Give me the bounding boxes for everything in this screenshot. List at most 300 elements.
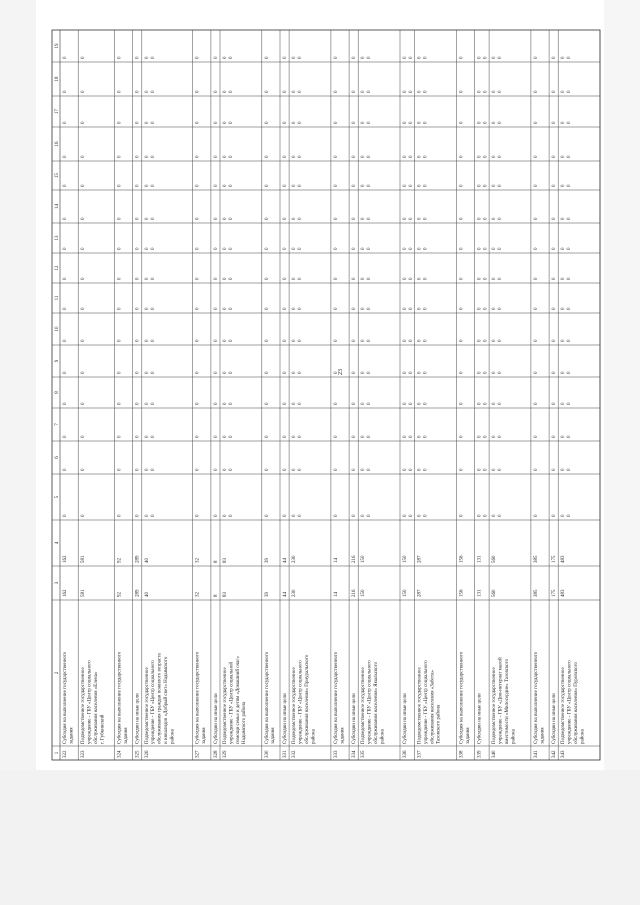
cell-zero: 0 bbox=[213, 217, 219, 220]
cell-zero: 0 bbox=[459, 121, 465, 124]
cell-col4: 560 bbox=[492, 555, 498, 563]
cell-zero: 0 bbox=[150, 402, 156, 405]
cell-col3: 44 bbox=[283, 592, 288, 597]
cell-zero: 0 bbox=[81, 90, 87, 93]
cell-zero: 0 bbox=[552, 155, 558, 158]
cell-col4: 39 bbox=[264, 558, 270, 563]
cell-zero: 0 bbox=[150, 155, 156, 158]
cell-zero: 0 bbox=[498, 435, 504, 438]
cell-zero: 0 bbox=[81, 468, 87, 471]
cell-zero: 0 bbox=[552, 121, 558, 124]
row-number: 337 bbox=[417, 750, 423, 758]
row-name-line: задания bbox=[340, 727, 346, 744]
row-name-line: Субсидия на выполнение государственного bbox=[459, 651, 465, 744]
cell-zero: 0 bbox=[423, 514, 429, 517]
cell-zero: 0 bbox=[483, 155, 489, 158]
cell-zero: 0 bbox=[292, 121, 298, 124]
column-number: 19 bbox=[55, 43, 60, 49]
cell-zero: 0 bbox=[292, 307, 298, 310]
cell-zero: 0 bbox=[117, 217, 123, 220]
cell-zero: 0 bbox=[423, 56, 429, 59]
cell-zero: 0 bbox=[213, 371, 219, 374]
cell-zero: 0 bbox=[195, 90, 201, 93]
cell-zero: 0 bbox=[533, 217, 539, 220]
cell-zero: 0 bbox=[144, 435, 150, 438]
cell-zero: 0 bbox=[229, 121, 234, 124]
cell-col4: 83 bbox=[223, 558, 228, 563]
cell-zero: 0 bbox=[213, 90, 219, 93]
cell-col3: 289 bbox=[135, 589, 141, 597]
cell-zero: 0 bbox=[333, 307, 339, 310]
row-number: 340 bbox=[492, 750, 498, 758]
cell-zero: 0 bbox=[352, 56, 358, 59]
cell-zero: 0 bbox=[477, 247, 483, 250]
cell-zero: 0 bbox=[498, 468, 504, 471]
cell-zero: 0 bbox=[135, 247, 141, 250]
cell-col4: 92 bbox=[117, 558, 123, 563]
cell-zero: 0 bbox=[409, 217, 414, 220]
row-name-line: учреждение - ГБУ «Центр социальной bbox=[229, 661, 235, 744]
cell-zero: 0 bbox=[552, 247, 558, 250]
column-number: 6 bbox=[55, 456, 60, 459]
cell-zero: 0 bbox=[367, 155, 373, 158]
cell-zero: 0 bbox=[492, 121, 498, 124]
cell-zero: 0 bbox=[229, 435, 234, 438]
column-number: 1 bbox=[55, 751, 60, 755]
cell-zero: 0 bbox=[333, 402, 339, 405]
cell-zero: 0 bbox=[561, 371, 567, 374]
cell-col3: 560 bbox=[492, 589, 498, 597]
cell-zero: 0 bbox=[195, 155, 201, 158]
cell-zero: 0 bbox=[333, 90, 339, 93]
cell-zero: 0 bbox=[195, 56, 201, 59]
column-number: 17 bbox=[55, 109, 60, 114]
cell-zero: 0 bbox=[409, 247, 414, 250]
cell-zero: 0 bbox=[533, 155, 539, 158]
cell-zero: 0 bbox=[552, 402, 558, 405]
cell-zero: 0 bbox=[533, 468, 539, 471]
cell-zero: 0 bbox=[417, 514, 423, 517]
cell-zero: 0 bbox=[367, 435, 373, 438]
cell-zero: 0 bbox=[298, 339, 304, 342]
cell-zero: 0 bbox=[492, 277, 498, 280]
cell-zero: 0 bbox=[459, 184, 465, 187]
cell-zero: 0 bbox=[283, 307, 288, 310]
cell-zero: 0 bbox=[561, 56, 567, 59]
cell-zero: 0 bbox=[333, 468, 339, 471]
cell-zero: 0 bbox=[483, 184, 489, 187]
cell-zero: 0 bbox=[409, 155, 414, 158]
row-name-line: района bbox=[311, 729, 317, 744]
cell-zero: 0 bbox=[298, 155, 304, 158]
cell-zero: 0 bbox=[283, 217, 288, 220]
cell-zero: 0 bbox=[264, 277, 270, 280]
cell-zero: 0 bbox=[361, 468, 367, 471]
cell-zero: 0 bbox=[533, 307, 539, 310]
row-name-line: Надымского района bbox=[242, 701, 248, 744]
cell-zero: 0 bbox=[561, 121, 567, 124]
cell-zero: 0 bbox=[283, 247, 288, 250]
cell-zero: 0 bbox=[483, 402, 489, 405]
cell-zero: 0 bbox=[298, 247, 304, 250]
cell-zero: 0 bbox=[135, 468, 141, 471]
cell-zero: 0 bbox=[552, 514, 558, 517]
cell-zero: 0 bbox=[195, 277, 201, 280]
cell-zero: 0 bbox=[361, 155, 367, 158]
cell-zero: 0 bbox=[223, 247, 228, 250]
column-number: 4 bbox=[55, 541, 60, 545]
cell-zero: 0 bbox=[403, 514, 408, 517]
cell-zero: 0 bbox=[333, 121, 339, 124]
cell-zero: 0 bbox=[81, 247, 87, 250]
cell-col3: 150 bbox=[403, 589, 408, 597]
cell-zero: 0 bbox=[292, 56, 298, 59]
cell-zero: 0 bbox=[292, 277, 298, 280]
cell-zero: 0 bbox=[423, 339, 429, 342]
row-number: 325 bbox=[135, 750, 141, 758]
cell-zero: 0 bbox=[117, 90, 123, 93]
cell-zero: 0 bbox=[195, 371, 201, 374]
row-name-line: вместимости «Милосердие» Тазовского bbox=[504, 658, 510, 744]
cell-zero: 0 bbox=[264, 468, 270, 471]
cell-zero: 0 bbox=[298, 277, 304, 280]
cell-zero: 0 bbox=[459, 56, 465, 59]
cell-zero: 0 bbox=[144, 155, 150, 158]
cell-zero: 0 bbox=[223, 56, 228, 59]
cell-zero: 0 bbox=[409, 90, 414, 93]
cell-zero: 0 bbox=[63, 468, 68, 471]
cell-zero: 0 bbox=[298, 121, 304, 124]
cell-zero: 0 bbox=[283, 56, 288, 59]
cell-zero: 0 bbox=[552, 90, 558, 93]
cell-zero: 0 bbox=[117, 514, 123, 517]
cell-zero: 0 bbox=[409, 307, 414, 310]
cell-zero: 0 bbox=[561, 155, 567, 158]
cell-zero: 0 bbox=[333, 56, 339, 59]
row-name-line: Субсидии на иные цели bbox=[283, 693, 288, 744]
cell-zero: 0 bbox=[477, 371, 483, 374]
column-number: 18 bbox=[55, 76, 60, 82]
row-number: 338 bbox=[459, 750, 465, 758]
cell-zero: 0 bbox=[223, 307, 228, 310]
cell-zero: 0 bbox=[229, 247, 234, 250]
cell-zero: 0 bbox=[229, 402, 234, 405]
cell-zero: 0 bbox=[423, 468, 429, 471]
cell-zero: 0 bbox=[283, 514, 288, 517]
cell-zero: 0 bbox=[483, 90, 489, 93]
cell-zero: 0 bbox=[117, 468, 123, 471]
cell-zero: 0 bbox=[459, 514, 465, 517]
cell-zero: 0 bbox=[361, 402, 367, 405]
cell-col3: 131 bbox=[477, 589, 483, 597]
row-name-line: помощи семье и детям «Домашний очаг» bbox=[235, 656, 241, 744]
cell-zero: 0 bbox=[117, 402, 123, 405]
cell-zero: 0 bbox=[567, 402, 573, 405]
cell-zero: 0 bbox=[223, 468, 228, 471]
cell-zero: 0 bbox=[567, 371, 573, 374]
cell-zero: 0 bbox=[533, 277, 539, 280]
cell-zero: 0 bbox=[144, 277, 150, 280]
cell-zero: 0 bbox=[144, 90, 150, 93]
cell-zero: 0 bbox=[223, 90, 228, 93]
row-name-line: обслуживания населения» Приуральского bbox=[304, 654, 310, 744]
cell-zero: 0 bbox=[298, 90, 304, 93]
cell-zero: 0 bbox=[195, 402, 201, 405]
row-name-line: задания bbox=[123, 727, 129, 744]
cell-zero: 0 bbox=[483, 339, 489, 342]
cell-zero: 0 bbox=[117, 277, 123, 280]
cell-zero: 0 bbox=[213, 514, 219, 517]
cell-zero: 0 bbox=[213, 402, 219, 405]
row-name-line: обслуживания граждан пожилого возраста bbox=[157, 653, 163, 744]
cell-zero: 0 bbox=[361, 371, 367, 374]
cell-zero: 0 bbox=[144, 184, 150, 187]
cell-zero: 0 bbox=[229, 371, 234, 374]
cell-zero: 0 bbox=[417, 247, 423, 250]
row-number: 322 bbox=[63, 750, 68, 758]
cell-zero: 0 bbox=[423, 402, 429, 405]
cell-zero: 0 bbox=[498, 307, 504, 310]
cell-zero: 0 bbox=[498, 402, 504, 405]
cell-zero: 0 bbox=[63, 307, 68, 310]
cell-zero: 0 bbox=[150, 217, 156, 220]
cell-col4: 289 bbox=[135, 555, 141, 563]
cell-col4: 14 bbox=[333, 558, 339, 563]
cell-zero: 0 bbox=[352, 155, 358, 158]
cell-zero: 0 bbox=[135, 339, 141, 342]
row-name-line: учреждение - ГБУ «Центр социального bbox=[87, 660, 93, 744]
cell-zero: 0 bbox=[567, 514, 573, 517]
cell-zero: 0 bbox=[135, 155, 141, 158]
cell-zero: 0 bbox=[283, 339, 288, 342]
cell-zero: 0 bbox=[477, 339, 483, 342]
cell-zero: 0 bbox=[117, 371, 123, 374]
cell-zero: 0 bbox=[81, 514, 87, 517]
cell-zero: 0 bbox=[477, 468, 483, 471]
row-number: 335 bbox=[361, 750, 367, 758]
cell-zero: 0 bbox=[352, 90, 358, 93]
cell-zero: 0 bbox=[333, 277, 339, 280]
row-number: 323 bbox=[81, 750, 87, 758]
cell-zero: 0 bbox=[213, 468, 219, 471]
cell-zero: 0 bbox=[229, 468, 234, 471]
cell-col3: 32 bbox=[195, 592, 201, 597]
cell-zero: 0 bbox=[561, 217, 567, 220]
cell-zero: 0 bbox=[403, 121, 408, 124]
cell-zero: 0 bbox=[264, 155, 270, 158]
cell-col4: 162 bbox=[63, 555, 68, 563]
cell-zero: 0 bbox=[195, 121, 201, 124]
cell-zero: 0 bbox=[264, 371, 270, 374]
cell-zero: 0 bbox=[213, 277, 219, 280]
cell-col4: 150 bbox=[403, 555, 408, 563]
cell-zero: 0 bbox=[352, 514, 358, 517]
row-name-line: Подведомственное государственное bbox=[144, 667, 150, 744]
cell-zero: 0 bbox=[423, 121, 429, 124]
cell-zero: 0 bbox=[561, 277, 567, 280]
cell-zero: 0 bbox=[483, 247, 489, 250]
cell-zero: 0 bbox=[533, 184, 539, 187]
cell-zero: 0 bbox=[63, 121, 68, 124]
row-name-line: учреждение - ГБУ «Центр социального bbox=[423, 660, 429, 744]
cell-zero: 0 bbox=[63, 514, 68, 517]
cell-zero: 0 bbox=[144, 514, 150, 517]
row-number: 342 bbox=[552, 750, 558, 758]
cell-zero: 0 bbox=[333, 217, 339, 220]
cell-zero: 0 bbox=[63, 184, 68, 187]
cell-zero: 0 bbox=[533, 339, 539, 342]
cell-zero: 0 bbox=[403, 435, 408, 438]
cell-zero: 0 bbox=[333, 371, 339, 374]
cell-zero: 0 bbox=[264, 247, 270, 250]
cell-zero: 0 bbox=[81, 155, 87, 158]
cell-zero: 0 bbox=[283, 435, 288, 438]
cell-zero: 0 bbox=[150, 56, 156, 59]
cell-col4: 131 bbox=[477, 555, 483, 563]
cell-zero: 0 bbox=[361, 247, 367, 250]
cell-zero: 0 bbox=[229, 217, 234, 220]
cell-zero: 0 bbox=[477, 277, 483, 280]
cell-col3: 40 bbox=[144, 592, 150, 597]
cell-zero: 0 bbox=[81, 56, 87, 59]
row-name-line: Субсидия на выполнение государственного bbox=[533, 651, 539, 744]
cell-zero: 0 bbox=[135, 402, 141, 405]
cell-zero: 0 bbox=[63, 56, 68, 59]
row-name-line: Субсидии на иные цели bbox=[552, 693, 558, 744]
cell-zero: 0 bbox=[492, 435, 498, 438]
cell-zero: 0 bbox=[144, 56, 150, 59]
cell-zero: 0 bbox=[213, 155, 219, 158]
cell-zero: 0 bbox=[63, 435, 68, 438]
cell-zero: 0 bbox=[298, 56, 304, 59]
row-name-line: обслуживания населения» Ямальского bbox=[373, 661, 379, 744]
cell-zero: 0 bbox=[283, 277, 288, 280]
row-name-line: задания bbox=[540, 727, 546, 744]
cell-zero: 0 bbox=[567, 90, 573, 93]
cell-zero: 0 bbox=[135, 435, 141, 438]
cell-zero: 0 bbox=[229, 514, 234, 517]
cell-zero: 0 bbox=[459, 277, 465, 280]
cell-zero: 0 bbox=[552, 468, 558, 471]
cell-zero: 0 bbox=[477, 121, 483, 124]
cell-zero: 0 bbox=[403, 339, 408, 342]
cell-zero: 0 bbox=[229, 90, 234, 93]
row-name-line: Субсидия на выполнение государственного bbox=[264, 651, 270, 744]
cell-zero: 0 bbox=[552, 56, 558, 59]
cell-zero: 0 bbox=[423, 371, 429, 374]
cell-zero: 0 bbox=[144, 468, 150, 471]
cell-zero: 0 bbox=[417, 468, 423, 471]
cell-zero: 0 bbox=[283, 402, 288, 405]
cell-zero: 0 bbox=[264, 217, 270, 220]
row-number: 329 bbox=[223, 750, 228, 758]
cell-zero: 0 bbox=[117, 339, 123, 342]
cell-zero: 0 bbox=[292, 217, 298, 220]
cell-zero: 0 bbox=[213, 56, 219, 59]
cell-zero: 0 bbox=[492, 247, 498, 250]
cell-col3: 581 bbox=[81, 589, 87, 597]
cell-zero: 0 bbox=[403, 217, 408, 220]
cell-zero: 0 bbox=[423, 277, 429, 280]
cell-col3: 287 bbox=[417, 589, 423, 597]
cell-zero: 0 bbox=[333, 339, 339, 342]
cell-zero: 0 bbox=[135, 371, 141, 374]
cell-zero: 0 bbox=[423, 247, 429, 250]
cell-zero: 0 bbox=[292, 247, 298, 250]
row-name-line: Подведомственное государственное bbox=[417, 667, 423, 744]
cell-zero: 0 bbox=[144, 402, 150, 405]
cell-zero: 0 bbox=[298, 402, 304, 405]
cell-zero: 0 bbox=[498, 90, 504, 93]
cell-zero: 0 bbox=[459, 217, 465, 220]
row-name-line: Подведомственное государственное bbox=[361, 667, 367, 744]
cell-zero: 0 bbox=[492, 155, 498, 158]
cell-zero: 0 bbox=[117, 435, 123, 438]
cell-zero: 0 bbox=[423, 184, 429, 187]
cell-zero: 0 bbox=[352, 307, 358, 310]
column-number: 8 bbox=[55, 391, 60, 394]
cell-zero: 0 bbox=[417, 371, 423, 374]
cell-zero: 0 bbox=[150, 247, 156, 250]
cell-zero: 0 bbox=[533, 435, 539, 438]
cell-zero: 0 bbox=[117, 184, 123, 187]
cell-zero: 0 bbox=[352, 468, 358, 471]
cell-zero: 0 bbox=[223, 402, 228, 405]
cell-zero: 0 bbox=[292, 90, 298, 93]
cell-zero: 0 bbox=[81, 307, 87, 310]
cell-zero: 0 bbox=[63, 402, 68, 405]
cell-zero: 0 bbox=[361, 217, 367, 220]
cell-zero: 0 bbox=[533, 121, 539, 124]
cell-zero: 0 bbox=[333, 514, 339, 517]
cell-zero: 0 bbox=[298, 435, 304, 438]
cell-zero: 0 bbox=[223, 121, 228, 124]
cell-zero: 0 bbox=[150, 339, 156, 342]
cell-zero: 0 bbox=[561, 402, 567, 405]
column-number: 9 bbox=[55, 359, 60, 363]
cell-zero: 0 bbox=[292, 339, 298, 342]
cell-zero: 0 bbox=[352, 121, 358, 124]
cell-zero: 0 bbox=[492, 56, 498, 59]
cell-zero: 0 bbox=[567, 339, 573, 342]
cell-zero: 0 bbox=[403, 402, 408, 405]
row-number: 339 bbox=[477, 750, 483, 758]
cell-zero: 0 bbox=[567, 307, 573, 310]
cell-zero: 0 bbox=[492, 184, 498, 187]
cell-col4: 8 bbox=[213, 560, 219, 563]
cell-col4: 230 bbox=[292, 555, 298, 563]
cell-col3: 83 bbox=[223, 592, 228, 597]
cell-zero: 0 bbox=[144, 339, 150, 342]
cell-zero: 0 bbox=[403, 247, 408, 250]
cell-zero: 0 bbox=[213, 121, 219, 124]
cell-zero: 0 bbox=[298, 371, 304, 374]
cell-zero: 0 bbox=[561, 90, 567, 93]
cell-zero: 0 bbox=[229, 307, 234, 310]
row-name-line: учреждение - ГБУ «Центр социального bbox=[298, 660, 304, 744]
cell-zero: 0 bbox=[367, 184, 373, 187]
cell-zero: 0 bbox=[567, 56, 573, 59]
cell-col3: 175 bbox=[552, 589, 558, 597]
cell-zero: 0 bbox=[552, 184, 558, 187]
row-name-line: Тазовского района bbox=[436, 704, 442, 744]
row-number: 326 bbox=[144, 750, 150, 758]
page-number-text: 23 bbox=[338, 369, 344, 375]
cell-zero: 0 bbox=[409, 339, 414, 342]
cell-zero: 0 bbox=[459, 155, 465, 158]
row-name-line: задания bbox=[465, 727, 471, 744]
cell-zero: 0 bbox=[223, 371, 228, 374]
